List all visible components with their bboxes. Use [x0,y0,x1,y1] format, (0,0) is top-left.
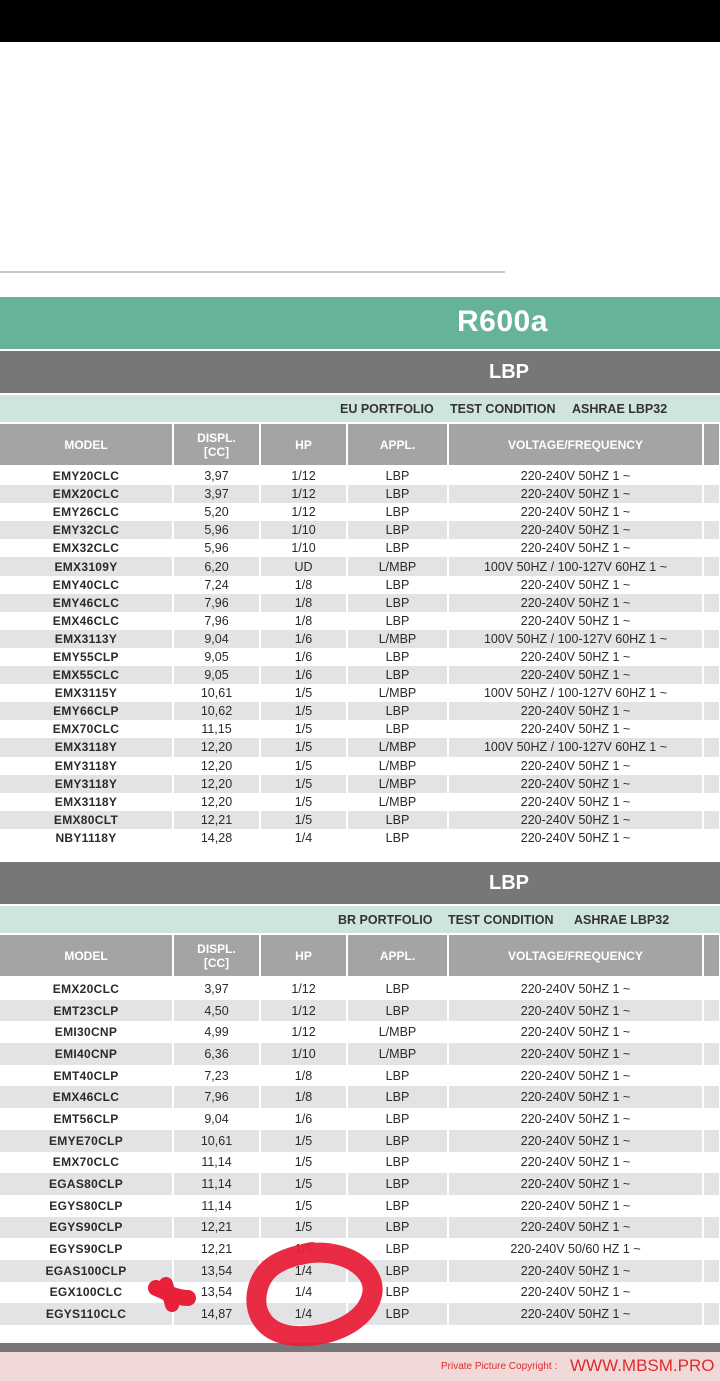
application-cell: LBP [347,1065,448,1087]
displacement-cell: 12,21 [173,1238,260,1260]
hp-cell: 1/5 [260,684,347,702]
displacement-cell: 9,04 [173,1108,260,1130]
voltage-cell: 220-240V 50HZ 1 ~ [448,829,703,847]
hp-cell: 1/5 [260,738,347,756]
hp-cell: 1/6 [260,1108,347,1130]
voltage-cell: 100V 50HZ / 100-127V 60HZ 1 ~ [448,630,703,648]
extra-cell [703,720,720,738]
extra-cell [703,1303,720,1325]
table-row [0,466,720,485]
hp-cell: 1/6 [260,648,347,666]
extra-cell [703,977,720,1000]
voltage-cell: 220-240V 50HZ 1 ~ [448,811,703,829]
model-cell: EMY66CLP [0,702,173,720]
table-row [0,1173,720,1195]
table-row [0,576,720,594]
voltage-cell: 220-240V 50HZ 1 ~ [448,1000,703,1022]
extra-cell [703,1173,720,1195]
model-cell: EMX70CLC [0,1152,173,1174]
model-cell: EGAS100CLP [0,1260,173,1282]
model-cell: EMY20CLC [0,466,173,485]
voltage-cell: 220-240V 50HZ 1 ~ [448,1260,703,1282]
table-row [0,1130,720,1152]
model-cell: EGYS90CLP [0,1217,173,1239]
voltage-cell: 220-240V 50HZ 1 ~ [448,539,703,557]
model-cell: EMY40CLC [0,576,173,594]
application-cell: LBP [347,648,448,666]
voltage-cell: 220-240V 50HZ 1 ~ [448,521,703,539]
hp-cell: 1/8 [260,612,347,630]
hp-cell: 1/5 [260,793,347,811]
application-cell: LBP [347,702,448,720]
hp-cell: 1/4 [260,1260,347,1282]
voltage-cell: 220-240V 50HZ 1 ~ [448,977,703,1000]
extra-cell [703,1130,720,1152]
section2-standard: ASHRAE LBP32 [574,913,670,927]
voltage-cell: 220-240V 50HZ 1 ~ [448,1217,703,1239]
extra-cell [703,503,720,521]
voltage-cell: 220-240V 50HZ 1 ~ [448,702,703,720]
application-cell: LBP [347,539,448,557]
table-row [0,557,720,575]
voltage-cell: 220-240V 50HZ 1 ~ [448,1152,703,1174]
section1-lbp-label: LBP [489,361,529,383]
section2-lbp-band [0,862,720,904]
bottom-gray-band [0,1343,720,1352]
extra-cell [703,775,720,793]
application-cell: LBP [347,720,448,738]
table-row [0,1260,720,1282]
copyright-text: Private Picture Copyright : [441,1361,558,1372]
extra-cell [703,684,720,702]
table-row [0,521,720,539]
model-cell: EMT40CLP [0,1065,173,1087]
voltage-cell: 220-240V 50HZ 1 ~ [448,1282,703,1304]
application-cell: LBP [347,977,448,1000]
application-cell: LBP [347,485,448,503]
table-row [0,702,720,720]
model-cell: EMX3115Y [0,684,173,702]
header-extra [703,935,720,977]
hp-cell: 1/6 [260,666,347,684]
model-cell: EMX70CLC [0,720,173,738]
hp-cell: 1/5 [260,1238,347,1260]
model-cell: EMX3113Y [0,630,173,648]
extra-cell [703,1108,720,1130]
section2-portfolio: BR PORTFOLIO [338,913,433,927]
voltage-cell: 220-240V 50HZ 1 ~ [448,1043,703,1065]
extra-cell [703,1021,720,1043]
displacement-cell: 9,05 [173,666,260,684]
voltage-cell: 220-240V 50HZ 1 ~ [448,503,703,521]
table-row [0,612,720,630]
extra-cell [703,1065,720,1087]
section1-test-condition: TEST CONDITION [450,402,556,416]
extra-cell [703,648,720,666]
extra-cell [703,521,720,539]
table-row [0,666,720,684]
displacement-cell: 5,96 [173,539,260,557]
model-cell: EMX3118Y [0,793,173,811]
voltage-cell: 220-240V 50HZ 1 ~ [448,1086,703,1108]
extra-cell [703,594,720,612]
table-row [0,630,720,648]
application-cell: LBP [347,1260,448,1282]
extra-cell [703,1000,720,1022]
top-black-bar [0,0,720,42]
section2-lbp-label: LBP [489,872,529,894]
table-row [0,1152,720,1174]
model-cell: EMX55CLC [0,666,173,684]
model-cell: EMX20CLC [0,485,173,503]
voltage-cell: 220-240V 50HZ 1 ~ [448,793,703,811]
extra-cell [703,630,720,648]
extra-cell [703,793,720,811]
model-cell: EMY32CLC [0,521,173,539]
voltage-cell: 220-240V 50HZ 1 ~ [448,666,703,684]
table-row [0,738,720,756]
hp-cell: 1/8 [260,576,347,594]
table-row [0,1303,720,1325]
application-cell: L/MBP [347,775,448,793]
section1-table-body [0,466,720,847]
displacement-cell: 4,99 [173,1021,260,1043]
displacement-cell: 11,14 [173,1152,260,1174]
header-hp: HP [260,424,347,466]
displacement-cell: 3,97 [173,977,260,1000]
displacement-cell: 10,61 [173,1130,260,1152]
hp-cell: 1/5 [260,1152,347,1174]
voltage-cell: 220-240V 50HZ 1 ~ [448,757,703,775]
voltage-cell: 100V 50HZ / 100-127V 60HZ 1 ~ [448,684,703,702]
extra-cell [703,1217,720,1239]
hp-cell: 1/5 [260,1195,347,1217]
voltage-cell: 220-240V 50HZ 1 ~ [448,1108,703,1130]
extra-cell [703,1195,720,1217]
model-cell: EMX32CLC [0,539,173,557]
hp-cell: 1/10 [260,539,347,557]
application-cell: LBP [347,612,448,630]
site-watermark: WWW.MBSM.PRO [570,1356,715,1375]
watermark-footer [0,1352,720,1381]
application-cell: LBP [347,521,448,539]
model-cell: EMY3118Y [0,775,173,793]
voltage-cell: 100V 50HZ / 100-127V 60HZ 1 ~ [448,557,703,575]
table-row [0,720,720,738]
header-appl: APPL. [347,935,448,977]
model-cell: EMYE70CLP [0,1130,173,1152]
table-row [0,1021,720,1043]
table-row [0,829,720,847]
voltage-cell: 220-240V 50HZ 1 ~ [448,1065,703,1087]
displacement-cell: 5,20 [173,503,260,521]
voltage-cell: 220-240V 50/60 HZ 1 ~ [448,1238,703,1260]
table-row [0,684,720,702]
section1-spec-table [0,424,720,847]
model-cell: EGAS80CLP [0,1173,173,1195]
application-cell: LBP [347,1152,448,1174]
extra-cell [703,612,720,630]
table-row [0,793,720,811]
section2-test-condition: TEST CONDITION [448,913,554,927]
model-cell: EMT56CLP [0,1108,173,1130]
extra-cell [703,557,720,575]
extra-cell [703,1152,720,1174]
application-cell: L/MBP [347,557,448,575]
section2-condition-band [0,906,720,933]
divider-line [0,271,505,273]
voltage-cell: 220-240V 50HZ 1 ~ [448,1130,703,1152]
displacement-cell: 4,50 [173,1000,260,1022]
model-cell: EMX20CLC [0,977,173,1000]
displacement-cell: 9,04 [173,630,260,648]
table-row [0,485,720,503]
hp-cell: 1/5 [260,775,347,793]
model-cell: EMI40CNP [0,1043,173,1065]
model-cell: EMT23CLP [0,1000,173,1022]
extra-cell [703,811,720,829]
displacement-cell: 11,15 [173,720,260,738]
voltage-cell: 220-240V 50HZ 1 ~ [448,1021,703,1043]
displacement-cell: 7,96 [173,1086,260,1108]
application-cell: LBP [347,1173,448,1195]
hp-cell: 1/4 [260,1282,347,1304]
displacement-cell: 12,21 [173,811,260,829]
table-row [0,1065,720,1087]
table-row [0,1086,720,1108]
model-cell: EMI30CNP [0,1021,173,1043]
model-cell: EMX3109Y [0,557,173,575]
model-cell: EMX46CLC [0,1086,173,1108]
hp-cell: 1/5 [260,1217,347,1239]
displacement-cell: 13,54 [173,1282,260,1304]
displacement-cell: 7,23 [173,1065,260,1087]
voltage-cell: 220-240V 50HZ 1 ~ [448,1303,703,1325]
voltage-cell: 220-240V 50HZ 1 ~ [448,1173,703,1195]
voltage-cell: 220-240V 50HZ 1 ~ [448,775,703,793]
table-header-row [0,424,720,466]
application-cell: L/MBP [347,738,448,756]
hp-cell: 1/4 [260,1303,347,1325]
refrigerant-title-band [0,297,720,349]
model-cell: EMX46CLC [0,612,173,630]
voltage-cell: 220-240V 50HZ 1 ~ [448,720,703,738]
extra-cell [703,1238,720,1260]
hp-cell: 1/8 [260,1086,347,1108]
extra-cell [703,1260,720,1282]
voltage-cell: 220-240V 50HZ 1 ~ [448,485,703,503]
displacement-cell: 3,97 [173,485,260,503]
displacement-cell: 11,14 [173,1195,260,1217]
application-cell: LBP [347,1217,448,1239]
displacement-cell: 12,20 [173,757,260,775]
section1-lbp-band [0,351,720,393]
hp-cell: 1/12 [260,1000,347,1022]
model-cell: EMY26CLC [0,503,173,521]
table-row [0,775,720,793]
header-extra [703,424,720,466]
application-cell: LBP [347,811,448,829]
application-cell: LBP [347,1195,448,1217]
header-appl: APPL. [347,424,448,466]
displacement-cell: 12,20 [173,738,260,756]
section2-table-body [0,977,720,1325]
model-cell: EMY46CLC [0,594,173,612]
table-row [0,1238,720,1260]
table-row [0,648,720,666]
extra-cell [703,666,720,684]
table-row [0,539,720,557]
extra-cell [703,576,720,594]
hp-cell: 1/12 [260,503,347,521]
table-header-row [0,935,720,977]
model-cell: EMY3118Y [0,757,173,775]
table-row [0,1108,720,1130]
model-cell: EMX3118Y [0,738,173,756]
table-row [0,757,720,775]
application-cell: LBP [347,466,448,485]
hp-cell: 1/12 [260,466,347,485]
hp-cell: 1/8 [260,594,347,612]
displacement-cell: 7,24 [173,576,260,594]
header-model: MODEL [0,424,173,466]
extra-cell [703,1086,720,1108]
voltage-cell: 220-240V 50HZ 1 ~ [448,594,703,612]
hp-cell: 1/12 [260,485,347,503]
model-cell: NBY1118Y [0,829,173,847]
table-row [0,811,720,829]
application-cell: LBP [347,1303,448,1325]
voltage-cell: 100V 50HZ / 100-127V 60HZ 1 ~ [448,738,703,756]
displacement-cell: 12,20 [173,793,260,811]
displacement-cell: 10,61 [173,684,260,702]
model-cell: EMY55CLP [0,648,173,666]
application-cell: L/MBP [347,793,448,811]
displacement-cell: 3,97 [173,466,260,485]
application-cell: LBP [347,1000,448,1022]
application-cell: L/MBP [347,757,448,775]
application-cell: LBP [347,666,448,684]
hp-cell: 1/12 [260,1021,347,1043]
voltage-cell: 220-240V 50HZ 1 ~ [448,466,703,485]
hp-cell: 1/8 [260,1065,347,1087]
hp-cell: 1/5 [260,720,347,738]
voltage-cell: 220-240V 50HZ 1 ~ [448,612,703,630]
header-displ: DISPL. [CC] [173,424,260,466]
displacement-cell: 9,05 [173,648,260,666]
header-hp: HP [260,935,347,977]
extra-cell [703,702,720,720]
extra-cell [703,829,720,847]
table-row [0,977,720,1000]
extra-cell [703,466,720,485]
hp-cell: 1/5 [260,1173,347,1195]
voltage-cell: 220-240V 50HZ 1 ~ [448,648,703,666]
model-cell: EMX80CLT [0,811,173,829]
displacement-cell: 12,20 [173,775,260,793]
displacement-cell: 14,87 [173,1303,260,1325]
hp-cell: 1/10 [260,1043,347,1065]
application-cell: LBP [347,829,448,847]
refrigerant-title: R600a [457,305,548,338]
application-cell: LBP [347,503,448,521]
hp-cell: 1/5 [260,757,347,775]
header-voltage: VOLTAGE/FREQUENCY [448,424,703,466]
application-cell: L/MBP [347,630,448,648]
displacement-cell: 13,54 [173,1260,260,1282]
hp-cell: 1/12 [260,977,347,1000]
application-cell: LBP [347,1130,448,1152]
section2-spec-table [0,935,720,1325]
table-row [0,1195,720,1217]
hp-cell: 1/5 [260,811,347,829]
section1-standard: ASHRAE LBP32 [572,402,668,416]
displacement-cell: 14,28 [173,829,260,847]
section1-condition-band [0,395,720,422]
hp-cell: 1/5 [260,702,347,720]
model-cell: EGYS110CLC [0,1303,173,1325]
header-voltage: VOLTAGE/FREQUENCY [448,935,703,977]
displacement-cell: 7,96 [173,594,260,612]
application-cell: LBP [347,1282,448,1304]
section1-portfolio: EU PORTFOLIO [340,402,434,416]
hp-cell: 1/4 [260,829,347,847]
hp-cell: 1/5 [260,1130,347,1152]
extra-cell [703,1043,720,1065]
displacement-cell: 10,62 [173,702,260,720]
extra-cell [703,539,720,557]
displacement-cell: 7,96 [173,612,260,630]
application-cell: LBP [347,594,448,612]
application-cell: L/MBP [347,1043,448,1065]
table-row [0,1282,720,1304]
hp-cell: 1/10 [260,521,347,539]
voltage-cell: 220-240V 50HZ 1 ~ [448,576,703,594]
model-cell: EGYS80CLP [0,1195,173,1217]
application-cell: LBP [347,1108,448,1130]
displacement-cell: 11,14 [173,1173,260,1195]
displacement-cell: 12,21 [173,1217,260,1239]
header-model: MODEL [0,935,173,977]
application-cell: LBP [347,1238,448,1260]
displacement-cell: 5,96 [173,521,260,539]
extra-cell [703,757,720,775]
table-row [0,1043,720,1065]
application-cell: LBP [347,1086,448,1108]
application-cell: L/MBP [347,1021,448,1043]
table-row [0,1217,720,1239]
application-cell: LBP [347,576,448,594]
displacement-cell: 6,36 [173,1043,260,1065]
table-row [0,1000,720,1022]
hp-cell: UD [260,557,347,575]
displacement-cell: 6,20 [173,557,260,575]
application-cell: L/MBP [347,684,448,702]
model-cell: EGYS90CLP [0,1238,173,1260]
voltage-cell: 220-240V 50HZ 1 ~ [448,1195,703,1217]
extra-cell [703,485,720,503]
header-displ: DISPL. [CC] [173,935,260,977]
extra-cell [703,738,720,756]
model-cell: EGX100CLC [0,1282,173,1304]
hp-cell: 1/6 [260,630,347,648]
table-row [0,503,720,521]
extra-cell [703,1282,720,1304]
table-row [0,594,720,612]
